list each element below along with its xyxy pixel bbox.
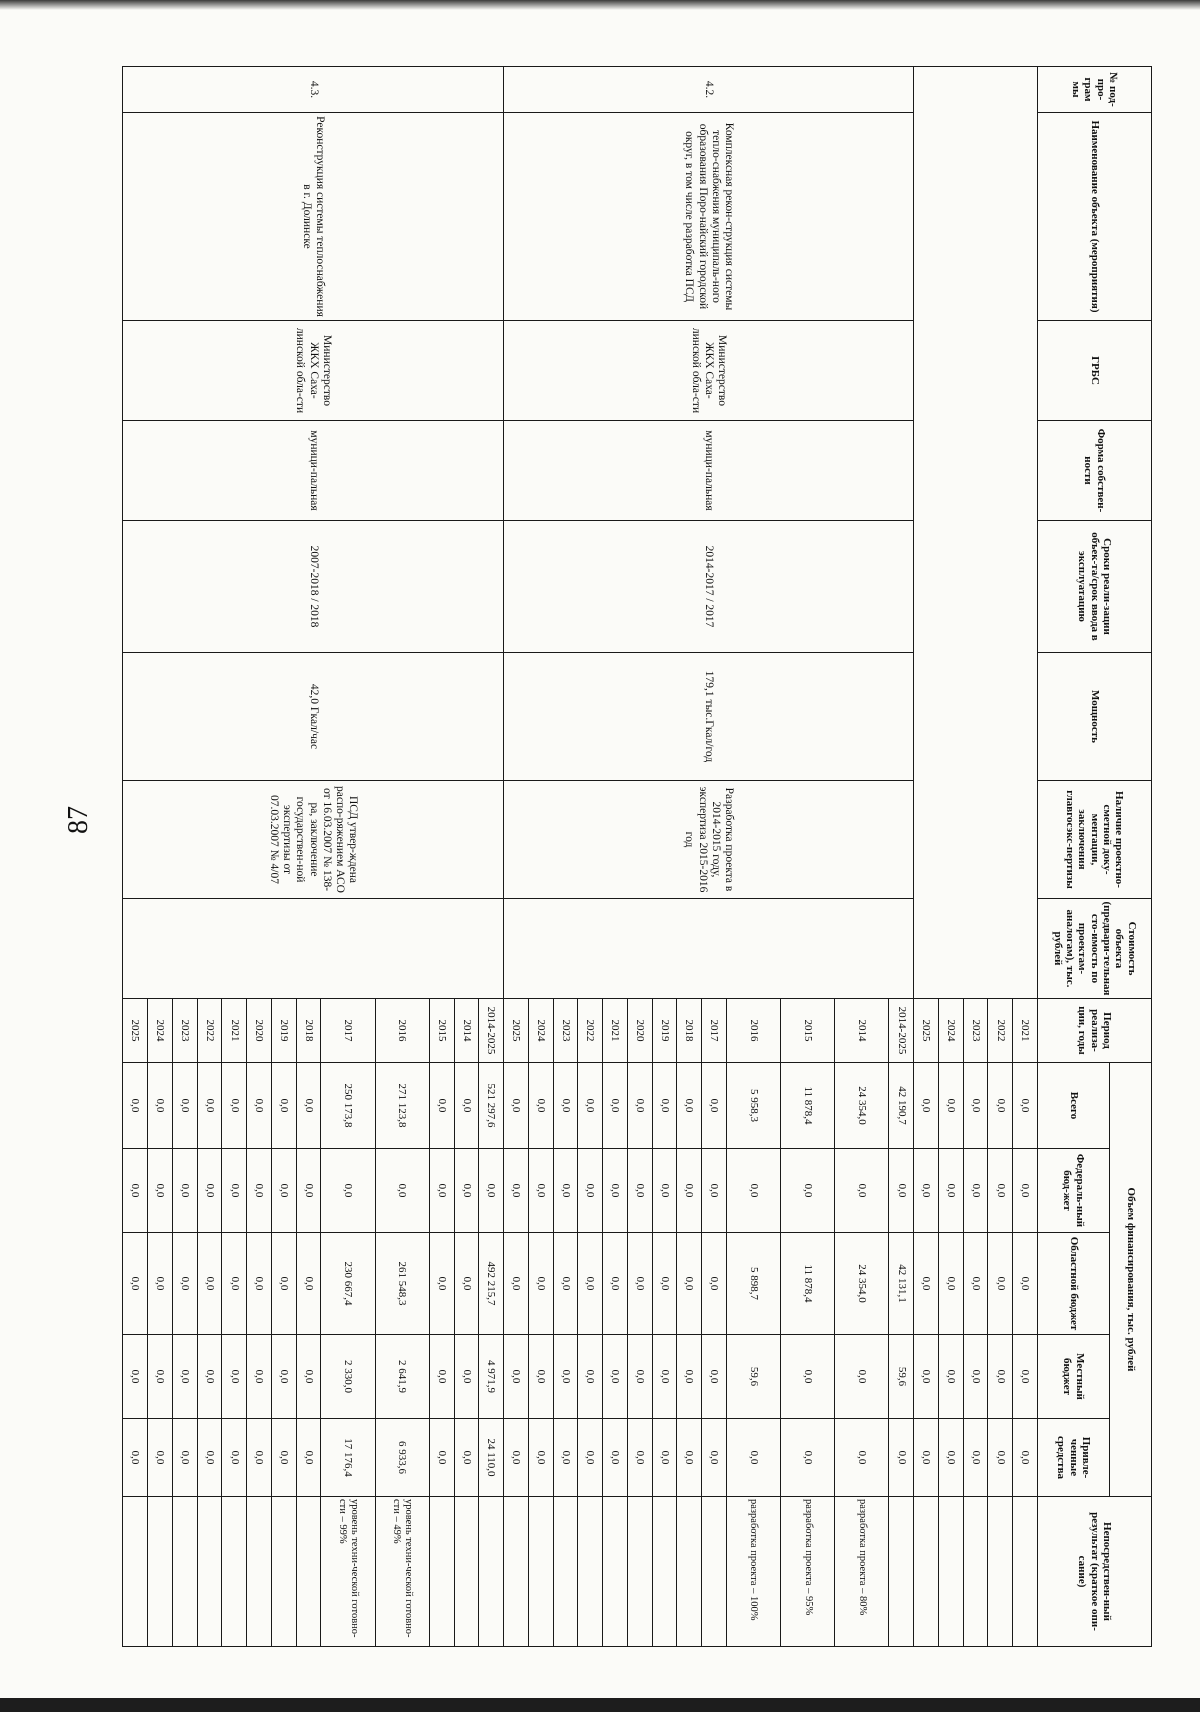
regional-cell: 0,0 [296,1233,321,1335]
header-num: № под-про-грам мы [1038,67,1152,113]
attracted-cell: 0,0 [1013,1419,1038,1497]
total-cell: 0,0 [603,1063,628,1149]
result-cell [148,1497,173,1647]
local-cell: 0,0 [528,1335,553,1419]
local-cell: 0,0 [247,1335,272,1419]
period-cell: 2025 [504,999,529,1063]
object-psd: Разработка проекта в 2014-2015 году, экспертиза 2015-2016 год [504,781,914,899]
table-body [123,67,1038,1647]
table-row [479,67,504,1647]
local-cell: 0,0 [988,1335,1013,1419]
period-cell: 2025 [914,999,939,1063]
period-cell: 2025 [123,999,148,1063]
local-cell: 0,0 [603,1335,628,1419]
local-cell: 0,0 [148,1335,173,1419]
local-cell: 2 330,0 [321,1335,375,1419]
table-row [889,67,914,1647]
period-cell: 2020 [247,999,272,1063]
attracted-cell: 0,0 [603,1419,628,1497]
result-cell [172,1497,197,1647]
period-cell: 2023 [963,999,988,1063]
federal-cell: 0,0 [271,1149,296,1233]
period-cell: 2017 [702,999,727,1063]
header-total: Всего [1038,1063,1110,1149]
result-cell [603,1497,628,1647]
regional-cell: 0,0 [939,1233,964,1335]
regional-cell: 492 215,7 [479,1233,504,1335]
header-period: Период реализа-ции, годы [1038,999,1152,1063]
federal-cell: 0,0 [148,1149,173,1233]
federal-cell: 0,0 [504,1149,529,1233]
total-cell: 0,0 [271,1063,296,1149]
total-cell: 0,0 [988,1063,1013,1149]
total-cell: 250 173,8 [321,1063,375,1149]
result-cell [429,1497,454,1647]
header-ownership: Форма собствен-ности [1038,421,1152,521]
local-cell: 0,0 [172,1335,197,1419]
federal-cell: 0,0 [988,1149,1013,1233]
period-cell: 2024 [148,999,173,1063]
attracted-cell: 0,0 [222,1419,247,1497]
attracted-cell: 0,0 [197,1419,222,1497]
result-cell [197,1497,222,1647]
total-cell: 0,0 [652,1063,677,1149]
federal-cell: 0,0 [578,1149,603,1233]
total-cell: 0,0 [528,1063,553,1149]
result-cell: уровень техни-ческой готовно-сти – 49% [375,1497,429,1647]
regional-cell: 42 131,1 [889,1233,914,1335]
regional-cell: 0,0 [914,1233,939,1335]
result-cell [479,1497,504,1647]
federal-cell: 0,0 [627,1149,652,1233]
period-cell: 2014-2025 [479,999,504,1063]
period-cell: 2019 [652,999,677,1063]
result-cell [677,1497,702,1647]
federal-cell: 0,0 [914,1149,939,1233]
period-cell: 2021 [1013,999,1038,1063]
attracted-cell: 0,0 [988,1419,1013,1497]
attracted-cell: 0,0 [504,1419,529,1497]
federal-cell: 0,0 [1013,1149,1038,1233]
result-cell: разработка проекта – 95% [781,1497,835,1647]
result-cell [652,1497,677,1647]
result-cell [271,1497,296,1647]
attracted-cell: 0,0 [652,1419,677,1497]
total-cell: 0,0 [627,1063,652,1149]
period-cell: 2014-2025 [889,999,914,1063]
federal-cell: 0,0 [429,1149,454,1233]
regional-cell: 0,0 [247,1233,272,1335]
period-cell: 2018 [296,999,321,1063]
attracted-cell: 0,0 [578,1419,603,1497]
attracted-cell: 0,0 [296,1419,321,1497]
attracted-cell: 0,0 [172,1419,197,1497]
rotated-table-wrapper [122,66,1152,1646]
regional-cell: 0,0 [578,1233,603,1335]
total-cell: 0,0 [504,1063,529,1149]
result-cell: разработка проекта – 80% [835,1497,889,1647]
local-cell: 0,0 [123,1335,148,1419]
period-cell: 2022 [988,999,1013,1063]
period-cell: 2015 [781,999,835,1063]
header-cost: Стоимость объекта (предвари-тельная сто-имость по проектам-аналогам), тыс. рублей [1038,899,1152,999]
header-name: Наименование объекта (мероприятия) [1038,113,1152,321]
attracted-cell: 0,0 [247,1419,272,1497]
attracted-cell: 0,0 [781,1419,835,1497]
object-capacity: 179,1 тыс.Гкал/год [504,653,914,781]
local-cell: 0,0 [429,1335,454,1419]
object-terms: 2014-2017 / 2017 [504,521,914,653]
object-cost [504,899,914,999]
local-cell: 2 641,9 [375,1335,429,1419]
federal-cell: 0,0 [702,1149,727,1233]
federal-cell: 0,0 [726,1149,780,1233]
total-cell: 0,0 [914,1063,939,1149]
local-cell: 0,0 [652,1335,677,1419]
result-cell [296,1497,321,1647]
object-ownership: муници-пальная [123,421,504,521]
header-terms: Сроки реали-зации объек-та/срок ввода в эксплуатацию [1038,521,1152,653]
regional-cell: 24 354,0 [835,1233,889,1335]
attracted-cell: 0,0 [454,1419,479,1497]
regional-cell: 0,0 [222,1233,247,1335]
federal-cell: 0,0 [939,1149,964,1233]
object-psd: ПСД утвер-ждена распо-ряжением АСО от 16.03.2007 № 138-ра, заключение государствен-ной экспертизы от 07.03.2007 № 4/07 [123,781,504,899]
period-cell: 2017 [321,999,375,1063]
local-cell: 0,0 [553,1335,578,1419]
period-cell: 2024 [528,999,553,1063]
attracted-cell: 0,0 [914,1419,939,1497]
regional-cell: 0,0 [271,1233,296,1335]
object-name: Реконструкция системы теплоснабжения в г. Долинске [123,113,504,321]
total-cell: 11 878,4 [781,1063,835,1149]
total-cell: 0,0 [197,1063,222,1149]
local-cell: 0,0 [963,1335,988,1419]
result-cell [914,1497,939,1647]
period-cell: 2014 [835,999,889,1063]
regional-cell: 0,0 [123,1233,148,1335]
total-cell: 0,0 [247,1063,272,1149]
total-cell: 0,0 [148,1063,173,1149]
header-grbs: ГРБС [1038,321,1152,421]
local-cell: 0,0 [271,1335,296,1419]
page-number: 87 [63,806,94,834]
header-capacity: Мощность [1038,653,1152,781]
federal-cell: 0,0 [247,1149,272,1233]
attracted-cell: 6 933,6 [375,1419,429,1497]
attracted-cell: 0,0 [889,1419,914,1497]
attracted-cell: 0,0 [123,1419,148,1497]
table-row [1013,67,1038,1647]
result-cell [247,1497,272,1647]
attracted-cell: 0,0 [148,1419,173,1497]
federal-cell: 0,0 [603,1149,628,1233]
total-cell: 5 958,3 [726,1063,780,1149]
object-number: 4.2. [504,67,914,113]
object-ownership: муници-пальная [504,421,914,521]
regional-cell: 0,0 [988,1233,1013,1335]
period-cell: 2022 [578,999,603,1063]
regional-cell: 0,0 [702,1233,727,1335]
federal-cell: 0,0 [479,1149,504,1233]
object-cost [123,899,504,999]
object-number: 4.3. [123,67,504,113]
scan-edge-top [0,0,1200,10]
attracted-cell: 17 176,4 [321,1419,375,1497]
federal-cell: 0,0 [889,1149,914,1233]
attracted-cell: 0,0 [677,1419,702,1497]
federal-cell: 0,0 [963,1149,988,1233]
total-cell: 0,0 [172,1063,197,1149]
regional-cell: 261 548,3 [375,1233,429,1335]
federal-cell: 0,0 [123,1149,148,1233]
result-cell [889,1497,914,1647]
attracted-cell: 24 110,0 [479,1419,504,1497]
regional-cell: 11 878,4 [781,1233,835,1335]
header-regional: Областной бюджет [1038,1233,1110,1335]
regional-cell: 0,0 [528,1233,553,1335]
attracted-cell: 0,0 [271,1419,296,1497]
local-cell: 59,6 [889,1335,914,1419]
federal-cell: 0,0 [197,1149,222,1233]
regional-cell: 0,0 [553,1233,578,1335]
period-cell: 2019 [271,999,296,1063]
object-grbs: Министерство ЖКХ Саха-линской обла-сти [504,321,914,421]
regional-cell: 0,0 [1013,1233,1038,1335]
local-cell: 0,0 [296,1335,321,1419]
federal-cell: 0,0 [321,1149,375,1233]
object-name: Комплексная рекон-струкция системы тепло-снабжения муниципаль-ного образования Поро-найский городской округ, в том числе разработка ПСД [504,113,914,321]
result-cell: разработка проекта – 100% [726,1497,780,1647]
total-cell: 0,0 [677,1063,702,1149]
regional-cell: 0,0 [172,1233,197,1335]
local-cell: 0,0 [835,1335,889,1419]
total-cell: 0,0 [454,1063,479,1149]
regional-cell: 0,0 [963,1233,988,1335]
federal-cell: 0,0 [835,1149,889,1233]
period-cell: 2020 [627,999,652,1063]
total-cell: 0,0 [963,1063,988,1149]
period-cell: 2016 [726,999,780,1063]
total-cell: 0,0 [578,1063,603,1149]
federal-cell: 0,0 [652,1149,677,1233]
federal-cell: 0,0 [528,1149,553,1233]
local-cell: 0,0 [504,1335,529,1419]
result-cell [222,1497,247,1647]
result-cell [1013,1497,1038,1647]
local-cell: 59,6 [726,1335,780,1419]
result-cell [454,1497,479,1647]
attracted-cell: 0,0 [429,1419,454,1497]
regional-cell: 0,0 [429,1233,454,1335]
federal-cell: 0,0 [296,1149,321,1233]
scan-edge-bottom [0,1698,1200,1712]
result-cell [504,1497,529,1647]
attracted-cell: 0,0 [528,1419,553,1497]
result-cell [939,1497,964,1647]
period-cell: 2018 [677,999,702,1063]
result-cell [528,1497,553,1647]
regional-cell: 0,0 [197,1233,222,1335]
continuation-blank-cell [914,67,1038,999]
total-cell: 42 190,7 [889,1063,914,1149]
regional-cell: 5 898,7 [726,1233,780,1335]
local-cell: 0,0 [627,1335,652,1419]
object-grbs: Министерство ЖКХ Саха-линской обла-сти [123,321,504,421]
local-cell: 0,0 [1013,1335,1038,1419]
local-cell: 0,0 [702,1335,727,1419]
header-local: Местный бюджет [1038,1335,1110,1419]
attracted-cell: 0,0 [702,1419,727,1497]
local-cell: 0,0 [197,1335,222,1419]
result-cell [963,1497,988,1647]
regional-cell: 0,0 [677,1233,702,1335]
result-cell: уровень техни-ческой готовно-сти – 99% [321,1497,375,1647]
result-cell [123,1497,148,1647]
funding-table [122,66,1152,1647]
local-cell: 0,0 [781,1335,835,1419]
attracted-cell: 0,0 [553,1419,578,1497]
attracted-cell: 0,0 [627,1419,652,1497]
federal-cell: 0,0 [172,1149,197,1233]
result-cell [578,1497,603,1647]
period-cell: 2023 [553,999,578,1063]
header-psd: Наличие проектно-сметной доку-ментации, заключения главгосэкс-пертизы [1038,781,1152,899]
period-cell: 2016 [375,999,429,1063]
regional-cell: 230 667,4 [321,1233,375,1335]
regional-cell: 0,0 [504,1233,529,1335]
total-cell: 0,0 [702,1063,727,1149]
total-cell: 0,0 [939,1063,964,1149]
local-cell: 0,0 [578,1335,603,1419]
federal-cell: 0,0 [222,1149,247,1233]
regional-cell: 0,0 [627,1233,652,1335]
result-cell [988,1497,1013,1647]
total-cell: 0,0 [1013,1063,1038,1149]
header-attracted: Привле-ченные средства [1038,1419,1110,1497]
object-terms: 2007-2018 / 2018 [123,521,504,653]
total-cell: 0,0 [429,1063,454,1149]
local-cell: 0,0 [454,1335,479,1419]
total-cell: 521 297,6 [479,1063,504,1149]
result-cell [702,1497,727,1647]
period-cell: 2024 [939,999,964,1063]
attracted-cell: 0,0 [726,1419,780,1497]
header-funding: Объем финансирования, тыс. рублей [1110,1063,1152,1497]
period-cell: 2021 [603,999,628,1063]
local-cell: 0,0 [914,1335,939,1419]
regional-cell: 0,0 [148,1233,173,1335]
header-result: Непосредствен-ный результат (краткое опи-сание) [1038,1497,1152,1647]
total-cell: 0,0 [123,1063,148,1149]
object-capacity: 42,0 Гкал/час [123,653,504,781]
total-cell: 0,0 [296,1063,321,1149]
period-cell: 2021 [222,999,247,1063]
period-cell: 2022 [197,999,222,1063]
attracted-cell: 0,0 [963,1419,988,1497]
period-cell: 2023 [172,999,197,1063]
period-cell: 2015 [429,999,454,1063]
total-cell: 0,0 [222,1063,247,1149]
total-cell: 24 354,0 [835,1063,889,1149]
federal-cell: 0,0 [375,1149,429,1233]
attracted-cell: 0,0 [835,1419,889,1497]
local-cell: 4 971,9 [479,1335,504,1419]
regional-cell: 0,0 [652,1233,677,1335]
regional-cell: 0,0 [454,1233,479,1335]
result-cell [627,1497,652,1647]
local-cell: 0,0 [222,1335,247,1419]
local-cell: 0,0 [677,1335,702,1419]
federal-cell: 0,0 [677,1149,702,1233]
federal-cell: 0,0 [454,1149,479,1233]
header-federal: Федераль-ный бюд-жет [1038,1149,1110,1233]
total-cell: 271 123,8 [375,1063,429,1149]
federal-cell: 0,0 [781,1149,835,1233]
result-cell [553,1497,578,1647]
total-cell: 0,0 [553,1063,578,1149]
regional-cell: 0,0 [603,1233,628,1335]
period-cell: 2014 [454,999,479,1063]
federal-cell: 0,0 [553,1149,578,1233]
local-cell: 0,0 [939,1335,964,1419]
attracted-cell: 0,0 [939,1419,964,1497]
